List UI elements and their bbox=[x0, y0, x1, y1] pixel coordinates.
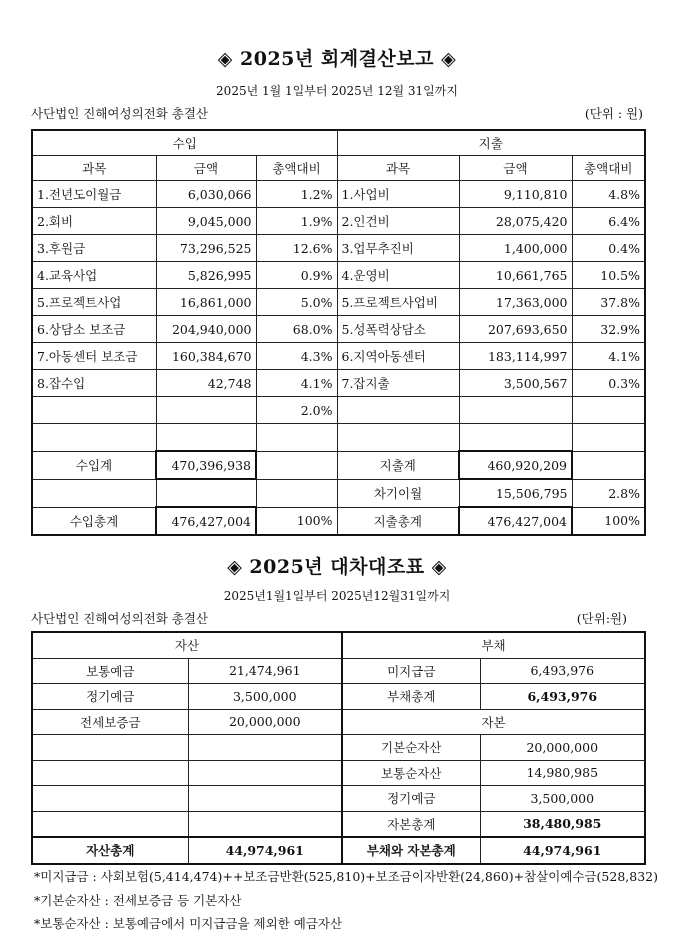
table-row bbox=[32, 343, 645, 370]
blank-cell bbox=[32, 479, 156, 507]
income-grand-ratio: 100% bbox=[256, 507, 337, 535]
asset-name: 전세보증금 bbox=[32, 709, 188, 735]
assets-total-amount: 44,974,961 bbox=[188, 837, 342, 864]
income-grand-label: 수입총계 bbox=[32, 507, 156, 535]
capital-header: 자본 bbox=[342, 709, 645, 735]
income-amount: 204,940,000 bbox=[156, 316, 256, 343]
income-item: 5.프로젝트사업 bbox=[32, 289, 156, 316]
col-ratio: 총액대비 bbox=[572, 156, 645, 181]
expense-item: 4.운영비 bbox=[337, 262, 459, 289]
income-amount: 42,748 bbox=[156, 370, 256, 397]
income-item bbox=[32, 397, 156, 424]
expense-amount bbox=[459, 424, 572, 452]
income-ratio: 1.9% bbox=[256, 208, 337, 235]
capital-name: 기본순자산 bbox=[342, 735, 480, 761]
expense-ratio: 37.8% bbox=[572, 289, 645, 316]
capital-total-label: 자본총계 bbox=[342, 811, 480, 837]
expense-item: 5.프로젝트사업비 bbox=[337, 289, 459, 316]
income-amount: 9,045,000 bbox=[156, 208, 256, 235]
expense-amount: 17,363,000 bbox=[459, 289, 572, 316]
income-amount bbox=[156, 397, 256, 424]
report1-org: 사단법인 진해여성의전화 총결산 bbox=[31, 106, 208, 121]
col-item: 과목 bbox=[337, 156, 459, 181]
assets-total-label: 자산총계 bbox=[32, 837, 188, 864]
col-amount: 금액 bbox=[459, 156, 572, 181]
asset-amount: 20,000,000 bbox=[188, 709, 342, 735]
report2-period: 2025년1월1일부터 2025년12월31일까지 bbox=[223, 589, 451, 603]
col-item: 과목 bbox=[32, 156, 156, 181]
blank-cell bbox=[256, 451, 337, 479]
income-item: 1.전년도이월금 bbox=[32, 181, 156, 208]
table-row bbox=[32, 316, 645, 343]
expense-amount: 3,500,567 bbox=[459, 370, 572, 397]
blank-cell bbox=[32, 811, 188, 837]
liab-capital-total-label: 부채와 자본총계 bbox=[342, 837, 480, 864]
income-item: 7.아동센터 보조금 bbox=[32, 343, 156, 370]
blank-cell bbox=[188, 811, 342, 837]
expense-header: 지출 bbox=[337, 130, 645, 156]
blank-cell bbox=[188, 760, 342, 786]
income-ratio: 5.0% bbox=[256, 289, 337, 316]
expense-amount bbox=[459, 397, 572, 424]
expense-item bbox=[337, 397, 459, 424]
note-3: *보통순자산 : 보통예금에서 미지급금을 제외한 예금자산 bbox=[34, 916, 343, 931]
expense-item: 6.지역아동센터 bbox=[337, 343, 459, 370]
table-row bbox=[32, 397, 645, 424]
capital-amount: 14,980,985 bbox=[480, 760, 645, 786]
report1-title: ◈ 2025년 회계결산보고 ◈ bbox=[217, 48, 457, 70]
carryover-ratio: 2.8% bbox=[572, 479, 645, 507]
expense-ratio: 4.8% bbox=[572, 181, 645, 208]
blank-cell bbox=[188, 735, 342, 761]
expense-ratio: 10.5% bbox=[572, 262, 645, 289]
capital-total-amount: 38,480,985 bbox=[480, 811, 645, 837]
expense-amount: 10,661,765 bbox=[459, 262, 572, 289]
expense-ratio bbox=[572, 424, 645, 452]
report2-unit: (단위:원) bbox=[576, 611, 627, 626]
expense-grand-amount: 476,427,004 bbox=[459, 507, 572, 535]
table-row bbox=[32, 424, 645, 452]
table-row bbox=[32, 208, 645, 235]
capital-name: 보통순자산 bbox=[342, 760, 480, 786]
note-2: *기본순자산 : 전세보증금 등 기본자산 bbox=[34, 893, 242, 908]
blank-cell bbox=[256, 479, 337, 507]
income-total-label: 수입계 bbox=[32, 451, 156, 479]
income-ratio bbox=[256, 424, 337, 452]
income-amount bbox=[156, 424, 256, 452]
income-amount: 6,030,066 bbox=[156, 181, 256, 208]
income-ratio: 0.9% bbox=[256, 262, 337, 289]
expense-ratio: 0.4% bbox=[572, 235, 645, 262]
blank-cell bbox=[188, 786, 342, 812]
expense-item bbox=[337, 424, 459, 452]
income-amount: 16,861,000 bbox=[156, 289, 256, 316]
income-ratio: 68.0% bbox=[256, 316, 337, 343]
report1-period: 2025년 1월 1일부터 2025년 12월 31일까지 bbox=[216, 84, 458, 98]
income-ratio: 4.1% bbox=[256, 370, 337, 397]
income-amount: 5,826,995 bbox=[156, 262, 256, 289]
assets-header: 자산 bbox=[32, 632, 342, 658]
expense-item: 2.인건비 bbox=[337, 208, 459, 235]
col-amount: 금액 bbox=[156, 156, 256, 181]
expense-item: 5.성폭력상담소 bbox=[337, 316, 459, 343]
income-total-amount: 470,396,938 bbox=[156, 451, 256, 479]
expense-amount: 9,110,810 bbox=[459, 181, 572, 208]
income-grand-amount: 476,427,004 bbox=[156, 507, 256, 535]
income-expense-table bbox=[31, 129, 646, 536]
capital-name: 정기예금 bbox=[342, 786, 480, 812]
expense-ratio: 6.4% bbox=[572, 208, 645, 235]
income-item: 2.회비 bbox=[32, 208, 156, 235]
liability-name: 미지급금 bbox=[342, 658, 480, 684]
capital-amount: 3,500,000 bbox=[480, 786, 645, 812]
income-ratio: 4.3% bbox=[256, 343, 337, 370]
income-ratio: 12.6% bbox=[256, 235, 337, 262]
blank-cell bbox=[32, 760, 188, 786]
expense-grand-ratio: 100% bbox=[572, 507, 645, 535]
income-item: 3.후원금 bbox=[32, 235, 156, 262]
liab-capital-total-amount: 44,974,961 bbox=[480, 837, 645, 864]
blank-cell bbox=[572, 451, 645, 479]
expense-grand-label: 지출총계 bbox=[337, 507, 459, 535]
expense-ratio: 32.9% bbox=[572, 316, 645, 343]
liabilities-header: 부채 bbox=[342, 632, 645, 658]
expense-item: 1.사업비 bbox=[337, 181, 459, 208]
carryover-amount: 15,506,795 bbox=[459, 479, 572, 507]
table-row bbox=[32, 370, 645, 397]
table-row bbox=[32, 289, 645, 316]
liability-amount: 6,493,976 bbox=[480, 658, 645, 684]
expense-amount: 183,114,997 bbox=[459, 343, 572, 370]
expense-ratio: 4.1% bbox=[572, 343, 645, 370]
expense-amount: 28,075,420 bbox=[459, 208, 572, 235]
liability-total-amount: 6,493,976 bbox=[480, 684, 645, 710]
income-amount: 73,296,525 bbox=[156, 235, 256, 262]
expense-total-label: 지출계 bbox=[337, 451, 459, 479]
income-item: 8.잡수입 bbox=[32, 370, 156, 397]
asset-amount: 21,474,961 bbox=[188, 658, 342, 684]
income-header: 수입 bbox=[32, 130, 337, 156]
asset-name: 정기예금 bbox=[32, 684, 188, 710]
note-1: *미지급금 : 사회보험(5,414,474)++보조금반환(525,810)+보조금이자반환(24,860)+참살이예수금(528,832) bbox=[34, 869, 659, 884]
expense-ratio: 0.3% bbox=[572, 370, 645, 397]
blank-cell bbox=[32, 786, 188, 812]
income-ratio: 1.2% bbox=[256, 181, 337, 208]
report2-title: ◈ 2025년 대차대조표 ◈ bbox=[227, 556, 447, 578]
income-ratio: 2.0% bbox=[256, 397, 337, 424]
table-row bbox=[32, 235, 645, 262]
expense-item: 3.업무추진비 bbox=[337, 235, 459, 262]
income-item: 4.교육사업 bbox=[32, 262, 156, 289]
blank-cell bbox=[156, 479, 256, 507]
report2-org: 사단법인 진해여성의전화 총결산 bbox=[31, 611, 208, 626]
carryover-label: 차기이월 bbox=[337, 479, 459, 507]
expense-ratio bbox=[572, 397, 645, 424]
asset-amount: 3,500,000 bbox=[188, 684, 342, 710]
income-amount: 160,384,670 bbox=[156, 343, 256, 370]
asset-name: 보통예금 bbox=[32, 658, 188, 684]
capital-amount: 20,000,000 bbox=[480, 735, 645, 761]
blank-cell bbox=[32, 735, 188, 761]
table-row bbox=[32, 262, 645, 289]
liability-total-label: 부채총계 bbox=[342, 684, 480, 710]
expense-total-amount: 460,920,209 bbox=[459, 451, 572, 479]
table-row bbox=[32, 181, 645, 208]
balance-sheet-table bbox=[31, 631, 646, 865]
col-ratio: 총액대비 bbox=[256, 156, 337, 181]
income-item bbox=[32, 424, 156, 452]
income-item: 6.상담소 보조금 bbox=[32, 316, 156, 343]
expense-amount: 207,693,650 bbox=[459, 316, 572, 343]
expense-item: 7.잡지출 bbox=[337, 370, 459, 397]
report1-unit: (단위 : 원) bbox=[584, 106, 643, 121]
expense-amount: 1,400,000 bbox=[459, 235, 572, 262]
